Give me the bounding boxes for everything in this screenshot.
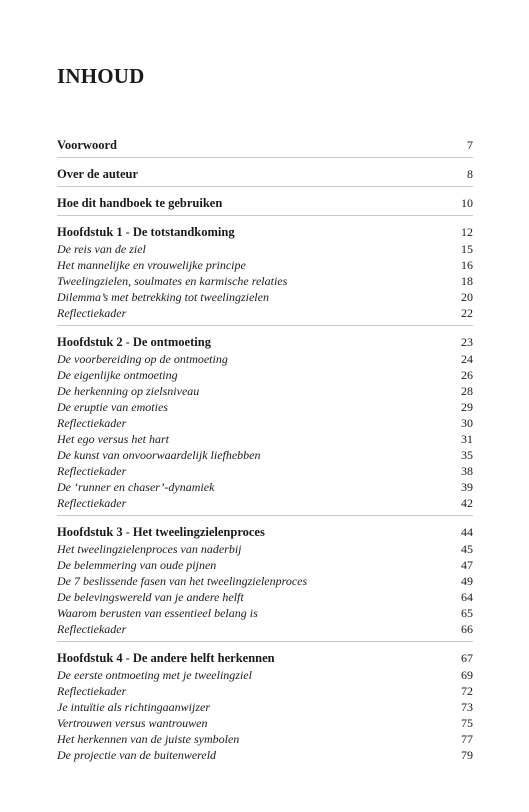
toc-page-number: 44 <box>461 525 473 539</box>
toc-subentry[interactable]: De voorbereiding op de ontmoeting 24 <box>57 352 473 366</box>
toc-subentry[interactable]: Het tweelingzielenproces van naderbij 45 <box>57 542 473 556</box>
toc-subentry[interactable]: Reflectiekader 42 <box>57 496 473 510</box>
toc-subentry[interactable]: De belemmering van oude pijnen 47 <box>57 558 473 572</box>
toc-subentry[interactable]: De eerste ontmoeting met je tweelingziel 69 <box>57 668 473 682</box>
chapter-heading[interactable] <box>57 224 473 241</box>
toc-subentry[interactable]: Reflectiekader 72 <box>57 684 473 698</box>
toc-subentry[interactable]: De ‘runner en chaser’-dynamiek 39 <box>57 480 473 494</box>
chapter-heading[interactable] <box>57 334 473 351</box>
toc-subentry[interactable]: De eruptie van emoties 29 <box>57 400 473 414</box>
toc-page-number: 8 <box>467 167 473 181</box>
chapter-title: Hoofdstuk 3 - Het tweelingzielenproces <box>57 525 265 539</box>
toc-subentry[interactable]: Het herkennen van de juiste symbolen 77 <box>57 732 473 746</box>
chapter-heading[interactable] <box>57 524 473 541</box>
chapter-title: Hoofdstuk 2 - De ontmoeting <box>57 335 211 349</box>
toc-entry-over-de-auteur[interactable] <box>57 164 473 187</box>
page-title: INHOUD <box>57 64 145 88</box>
toc-subentry[interactable]: Het ego versus het hart 31 <box>57 432 473 446</box>
toc-page-number: 67 <box>461 651 473 665</box>
toc-subentry[interactable]: De eigenlijke ontmoeting 26 <box>57 368 473 382</box>
toc-page-number: 23 <box>461 335 473 349</box>
toc-subentry[interactable]: Het mannelijke en vrouwelijke principe 16 <box>57 258 473 272</box>
toc-subentry[interactable]: Tweelingzielen, soulmates en karmische relaties 18 <box>57 274 473 288</box>
toc-page-number: 10 <box>461 196 473 210</box>
toc-entry-handboek[interactable] <box>57 193 473 216</box>
toc-entry-voorwoord[interactable] <box>57 135 473 158</box>
toc-subentry[interactable]: De belevingswereld van je andere helft 64 <box>57 590 473 604</box>
toc-page-number: 12 <box>461 225 473 239</box>
chapter-heading[interactable] <box>57 650 473 667</box>
toc-subentry[interactable]: Je intuïtie als richtingaanwijzer 73 <box>57 700 473 714</box>
toc-entry-label: Hoe dit handboek te gebruiken <box>57 196 223 210</box>
toc-subentry[interactable]: De herkenning op zielsniveau 28 <box>57 384 473 398</box>
chapter-2 <box>57 332 473 516</box>
toc-page-number: 7 <box>467 138 473 152</box>
toc-subentry[interactable]: Reflectiekader 38 <box>57 464 473 478</box>
toc-subentry[interactable]: Reflectiekader 30 <box>57 416 473 430</box>
toc-subentry[interactable]: Vertrouwen versus wantrouwen 75 <box>57 716 473 730</box>
toc-subentry[interactable]: De 7 beslissende fasen van het tweelingzielenproces 49 <box>57 574 473 588</box>
toc-entry-label: Voorwoord <box>57 138 117 152</box>
toc-entry-label: Over de auteur <box>57 167 139 181</box>
toc-subentry[interactable]: Waarom berusten van essentieel belang is 65 <box>57 606 473 620</box>
chapter-title: Hoofdstuk 1 - De totstandkoming <box>57 225 235 239</box>
toc-subentry[interactable]: Reflectiekader 66 <box>57 622 473 636</box>
toc-subentry[interactable]: De kunst van onvoorwaardelijk liefhebben 35 <box>57 448 473 462</box>
chapter-3 <box>57 522 473 642</box>
toc-subentry[interactable]: Dilemma’s met betrekking tot tweelingzielen 20 <box>57 290 473 304</box>
toc-subentry[interactable]: Reflectiekader 22 <box>57 306 473 320</box>
toc-subentry[interactable]: De reis van de ziel 15 <box>57 242 473 256</box>
chapter-4 <box>57 648 473 767</box>
chapter-1 <box>57 222 473 326</box>
table-of-contents <box>57 135 473 767</box>
toc-subentry[interactable]: De projectie van de buitenwereld 79 <box>57 748 473 762</box>
chapter-title: Hoofdstuk 4 - De andere helft herkennen <box>57 651 275 665</box>
